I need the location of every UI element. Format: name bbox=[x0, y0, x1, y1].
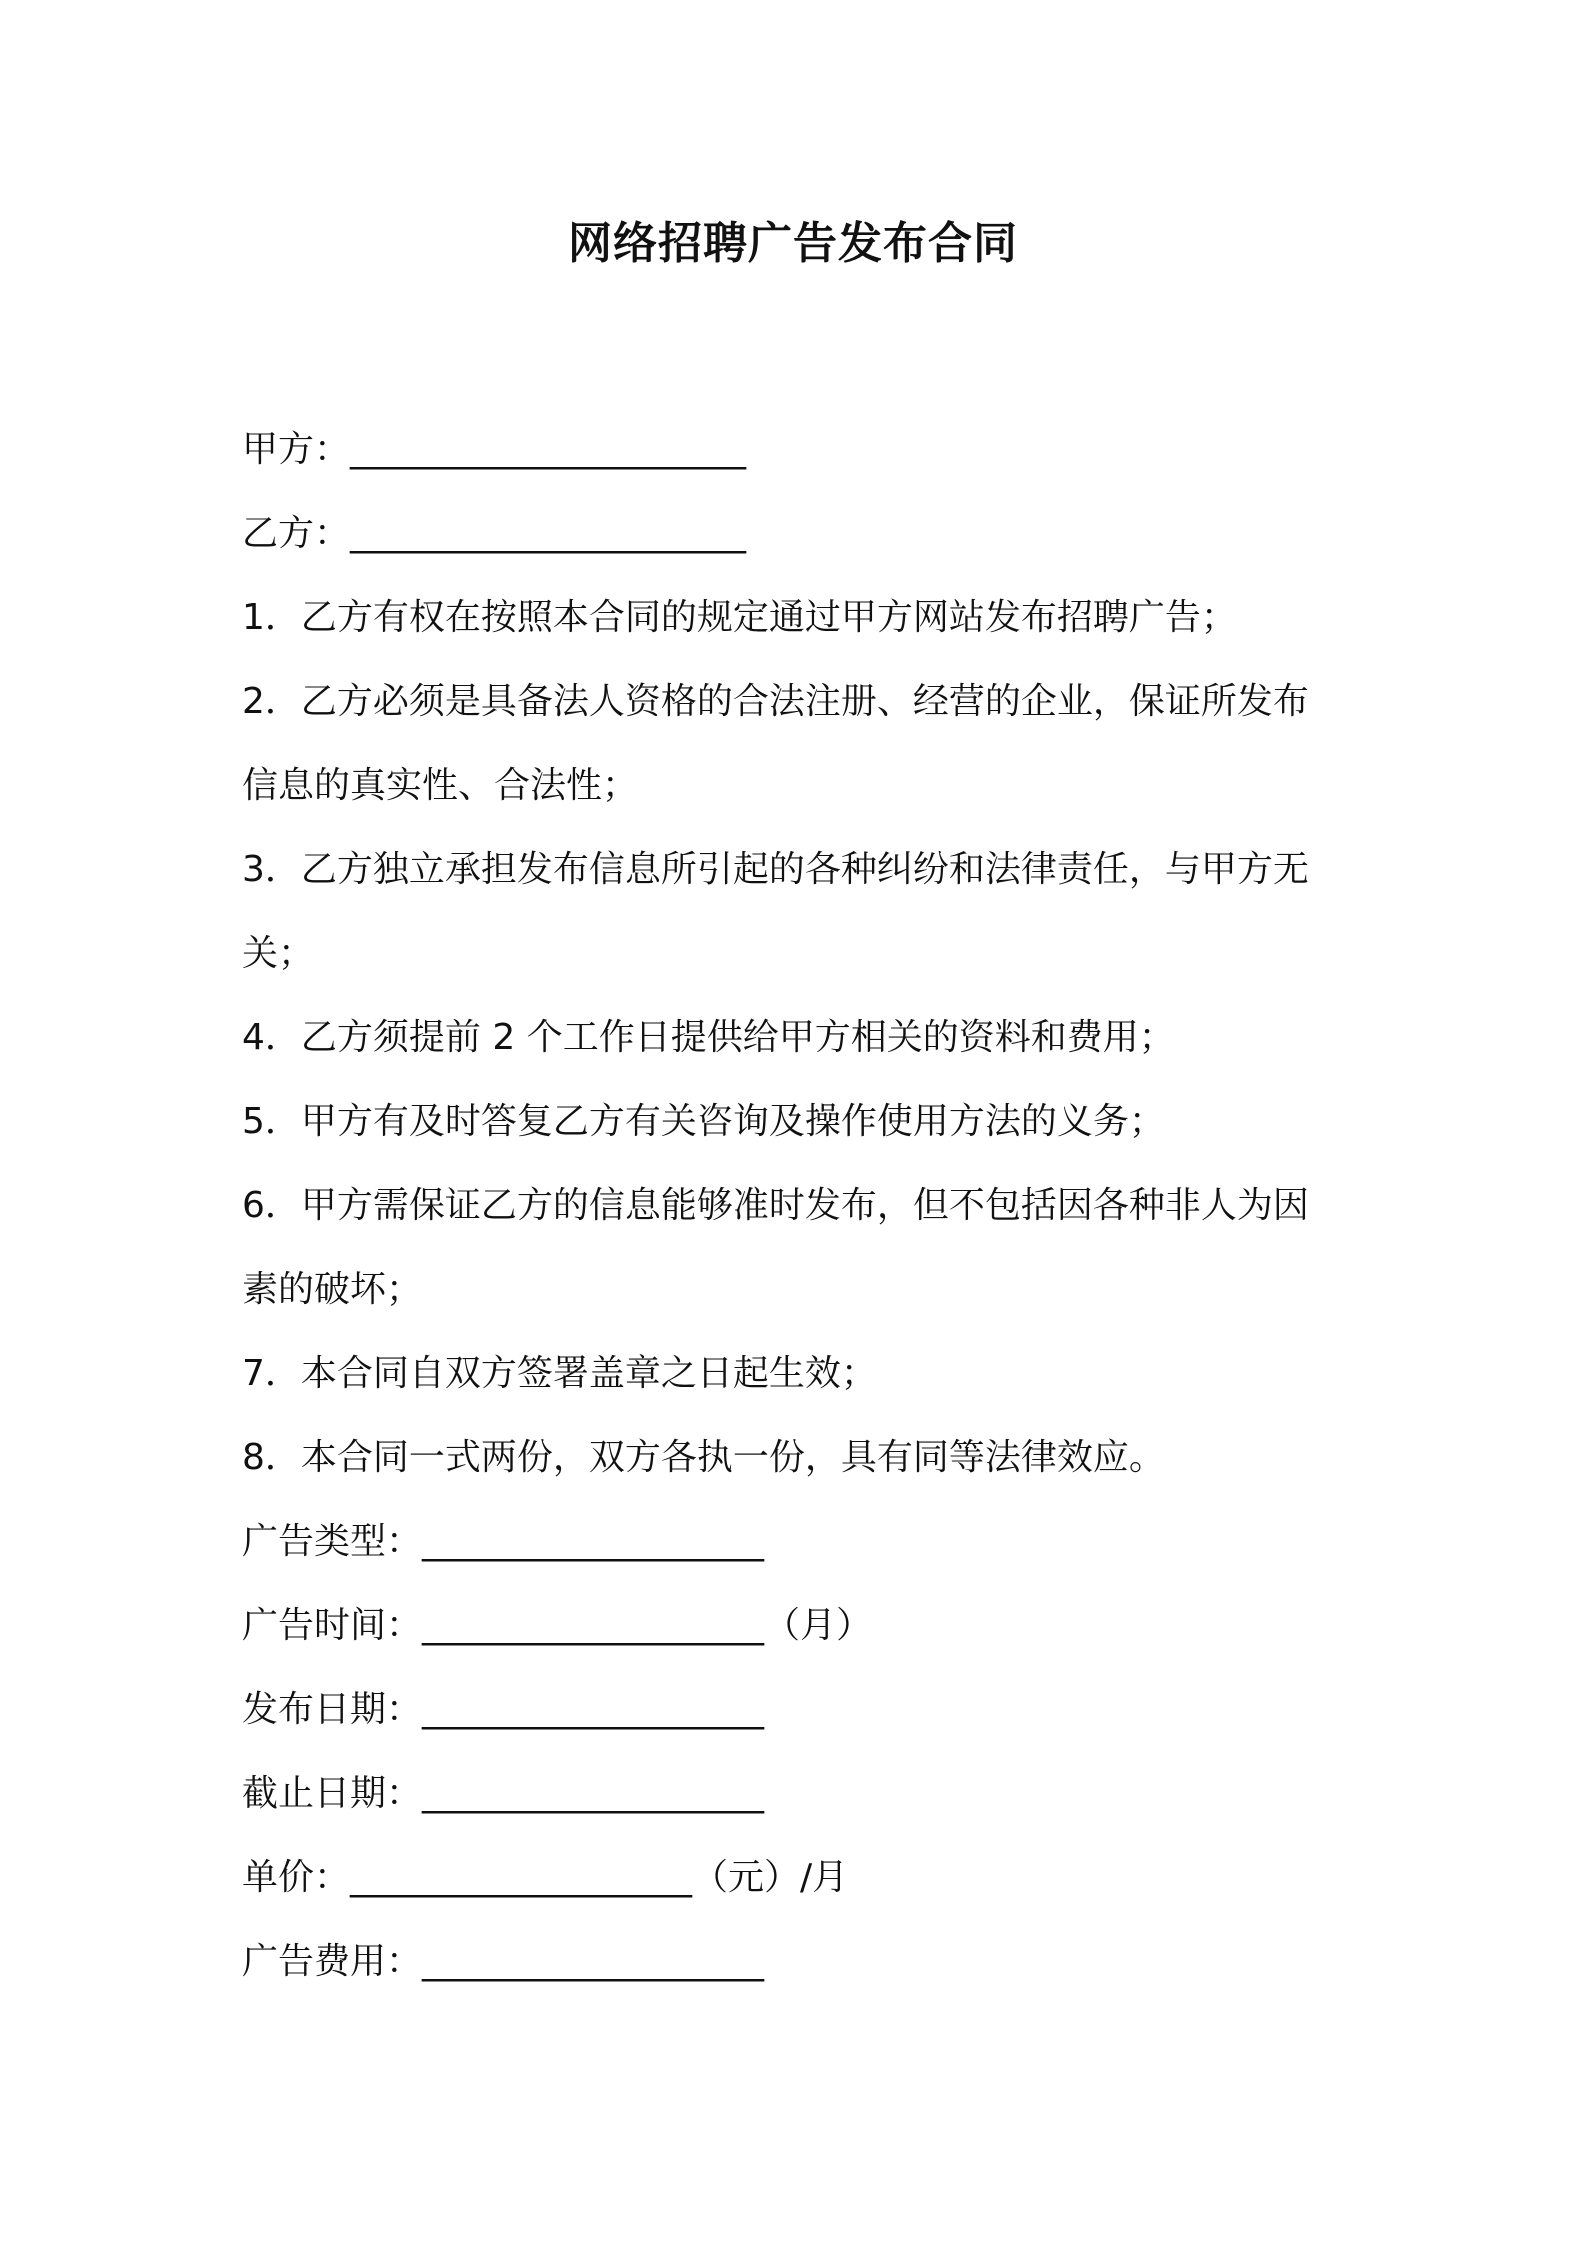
party-b-label: 乙方： bbox=[242, 513, 351, 554]
clause-7: 7．本合同自双方签署盖章之日起生效； bbox=[242, 1353, 877, 1394]
unit-price-unit: （元）/月 bbox=[692, 1857, 849, 1898]
publish-date-blank: ___________________ bbox=[422, 1689, 765, 1730]
clause-2: 2．乙方必须是具备法人资格的合法注册、经营的企业，保证所发布 bbox=[242, 681, 1309, 722]
end-date-blank: ___________________ bbox=[422, 1773, 765, 1814]
party-b-line bbox=[242, 492, 1352, 576]
ad-duration-line bbox=[242, 1584, 1352, 1668]
clause-6-continuation: 素的破坏； bbox=[242, 1269, 423, 1310]
clause-6: 6．甲方需保证乙方的信息能够准时发布，但不包括因各种非人为因 bbox=[242, 1185, 1309, 1226]
ad-duration-label: 广告时间： bbox=[242, 1605, 423, 1646]
ad-fee-line bbox=[242, 1920, 1352, 2004]
clause-5: 5．甲方有及时答复乙方有关咨询及操作使用方法的义务； bbox=[242, 1101, 1165, 1142]
party-b-blank: ______________________ bbox=[350, 513, 747, 554]
document-title: 网络招聘广告发布合同 bbox=[568, 218, 1018, 269]
ad-type-label: 广告类型： bbox=[242, 1521, 423, 1562]
ad-duration-blank: ___________________ bbox=[422, 1605, 765, 1646]
clause-4: 4．乙方须提前 2 个工作日提供给甲方相关的资料和费用； bbox=[242, 1017, 1175, 1058]
ad-fee-label: 广告费用： bbox=[242, 1941, 423, 1982]
end-date-label: 截止日期： bbox=[242, 1773, 423, 1814]
ad-type-blank: ___________________ bbox=[422, 1521, 765, 1562]
clause-3: 3．乙方独立承担发布信息所引起的各种纠纷和法律责任，与甲方无 bbox=[242, 849, 1309, 890]
clause-1: 1．乙方有权在按照本合同的规定通过甲方网站发布招聘广告； bbox=[242, 597, 1237, 638]
clause-2-continuation: 信息的真实性、合法性； bbox=[242, 765, 639, 806]
clause-3-continuation: 关； bbox=[242, 933, 315, 974]
ad-duration-unit: （月） bbox=[764, 1605, 873, 1646]
publish-date-label: 发布日期： bbox=[242, 1689, 423, 1730]
unit-price-label: 单价： bbox=[242, 1857, 351, 1898]
party-a-line bbox=[242, 408, 1352, 492]
end-date-line bbox=[242, 1752, 1352, 1836]
party-a-blank: ______________________ bbox=[350, 429, 747, 470]
unit-price-line bbox=[242, 1836, 1352, 1920]
clause-8: 8．本合同一式两份，双方各执一份，具有同等法律效应。 bbox=[242, 1437, 1165, 1478]
contract-body bbox=[242, 408, 1352, 2004]
ad-fee-blank: ___________________ bbox=[422, 1941, 765, 1982]
publish-date-line bbox=[242, 1668, 1352, 1752]
ad-type-line bbox=[242, 1500, 1352, 1584]
unit-price-blank: ___________________ bbox=[350, 1857, 693, 1898]
party-a-label: 甲方： bbox=[242, 429, 351, 470]
